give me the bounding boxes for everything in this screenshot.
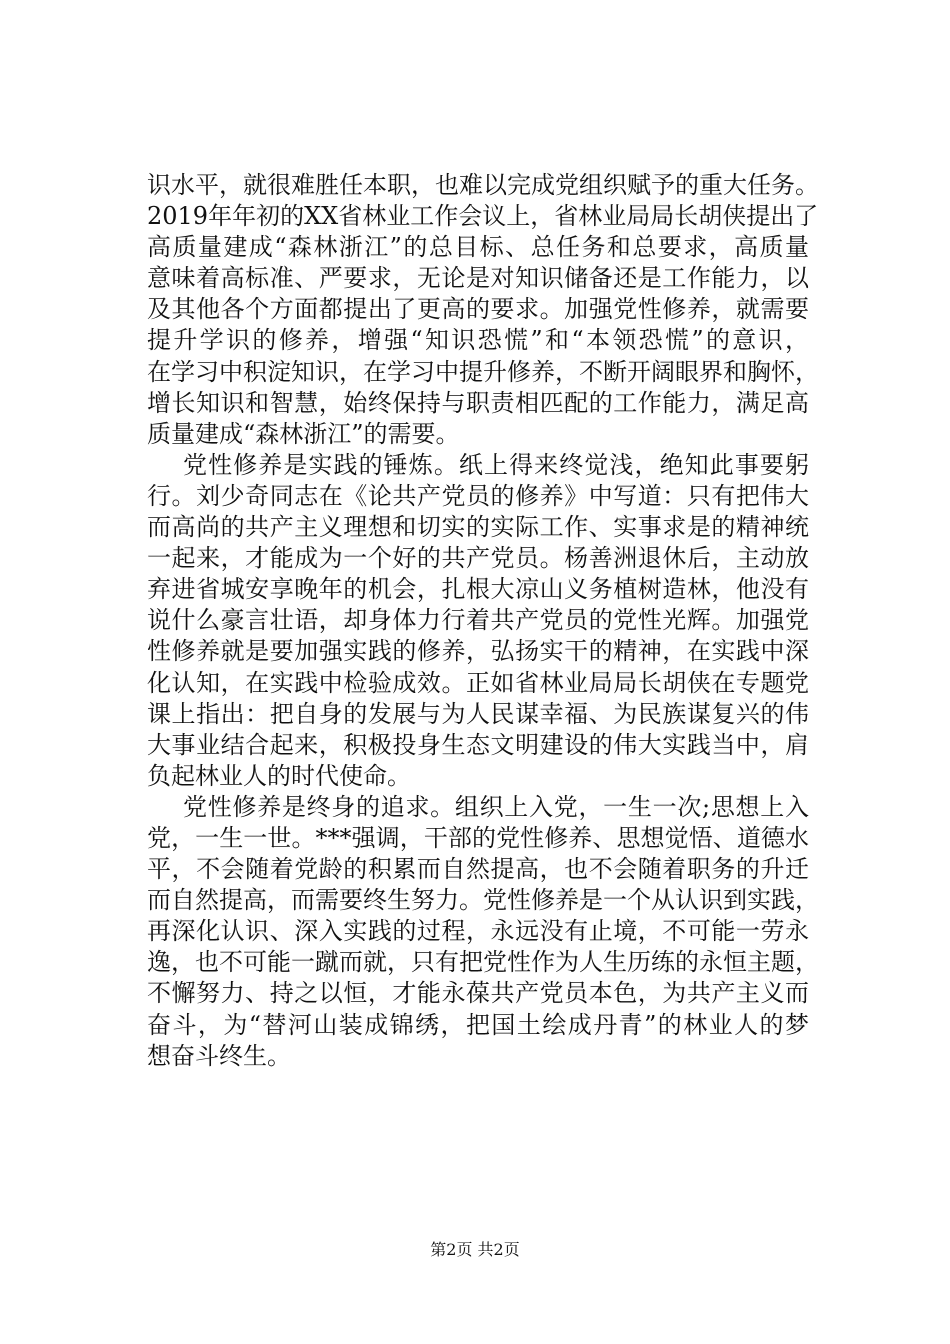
text-line: 不懈努力、持之以恒，才能永葆共产党员本色，为共产主义而 [147, 979, 809, 1008]
text-line: 高质量建成“森林浙江”的总目标、总任务和总要求，高质量 [147, 233, 809, 262]
text-line: 大事业结合起来，积极投身生态文明建设的伟大实践当中，肩 [147, 730, 809, 759]
text-line: 说什么豪言壮语，却身体力行着共产党员的党性光辉。加强党 [147, 606, 809, 635]
text-line: 弃进省城安享晚年的机会，扎根大凉山义务植树造林，他没有 [147, 575, 809, 604]
text-line: 逸，也不可能一蹴而就，只有把党性作为人生历练的永恒主题， [147, 948, 819, 977]
text-line: 课上指出：把自身的发展与为人民谋幸福、为民族谋复兴的伟 [147, 699, 809, 728]
text-line: 党性修养是实践的锤炼。纸上得来终觉浅，绝知此事要躬 [183, 450, 809, 479]
text-line: 奋斗，为“替河山装成锦绣，把国土绘成丹青”的林业人的梦 [147, 1010, 809, 1039]
text-line: 及其他各个方面都提出了更高的要求。加强党性修养，就需要 [147, 295, 809, 324]
text-line: 识水平，就很难胜任本职，也难以完成党组织赋予的重大任务。 [147, 171, 819, 199]
text-line: 增长知识和智慧，始终保持与职责相匹配的工作能力，满足高 [147, 388, 809, 417]
text-line: 化认知，在实践中检验成效。正如省林业局局长胡侠在专题党 [147, 668, 809, 697]
text-line: 再深化认识、深入实践的过程，永远没有止境，不可能一劳永 [147, 917, 809, 946]
text-line: 意味着高标准、严要求，无论是对知识储备还是工作能力，以 [147, 264, 809, 293]
text-line: 党，一生一世。***强调，干部的党性修养、思想觉悟、道德水 [147, 823, 809, 852]
text-line: 行。刘少奇同志在《论共产党员的修养》中写道：只有把伟大 [147, 481, 809, 510]
text-line: 质量建成“森林浙江”的需要。 [147, 419, 460, 448]
text-line: 而自然提高，而需要终生努力。党性修养是一个从认识到实践， [147, 886, 819, 915]
text-line: 想奋斗终生。 [147, 1041, 291, 1070]
text-line: 提升学识的修养，增强“知识恐慌”和“本领恐慌”的意识， [147, 326, 809, 355]
text-line: 负起林业人的时代使命。 [147, 761, 411, 790]
text-line: 平，不会随着党龄的积累而自然提高，也不会随着职务的升迁 [147, 855, 809, 884]
page-footer: 第2页 共2页 [430, 1240, 520, 1259]
text-line: 性修养就是要加强实践的修养，弘扬实干的精神，在实践中深 [147, 637, 809, 666]
text-line: 2019年年初的XX省林业工作会议上，省林业局局长胡侠提出了 [147, 202, 819, 231]
text-line: 而高尚的共产主义理想和切实的实际工作、实事求是的精神统 [147, 513, 809, 542]
text-line: 一起来，才能成为一个好的共产党员。杨善洲退休后，主动放 [147, 544, 809, 573]
text-line: 在学习中积淀知识，在学习中提升修养，不断开阔眼界和胸怀， [147, 357, 819, 386]
document-body [147, 170, 819, 1072]
text-line: 党性修养是终身的追求。组织上入党，一生一次;思想上入 [183, 792, 809, 821]
